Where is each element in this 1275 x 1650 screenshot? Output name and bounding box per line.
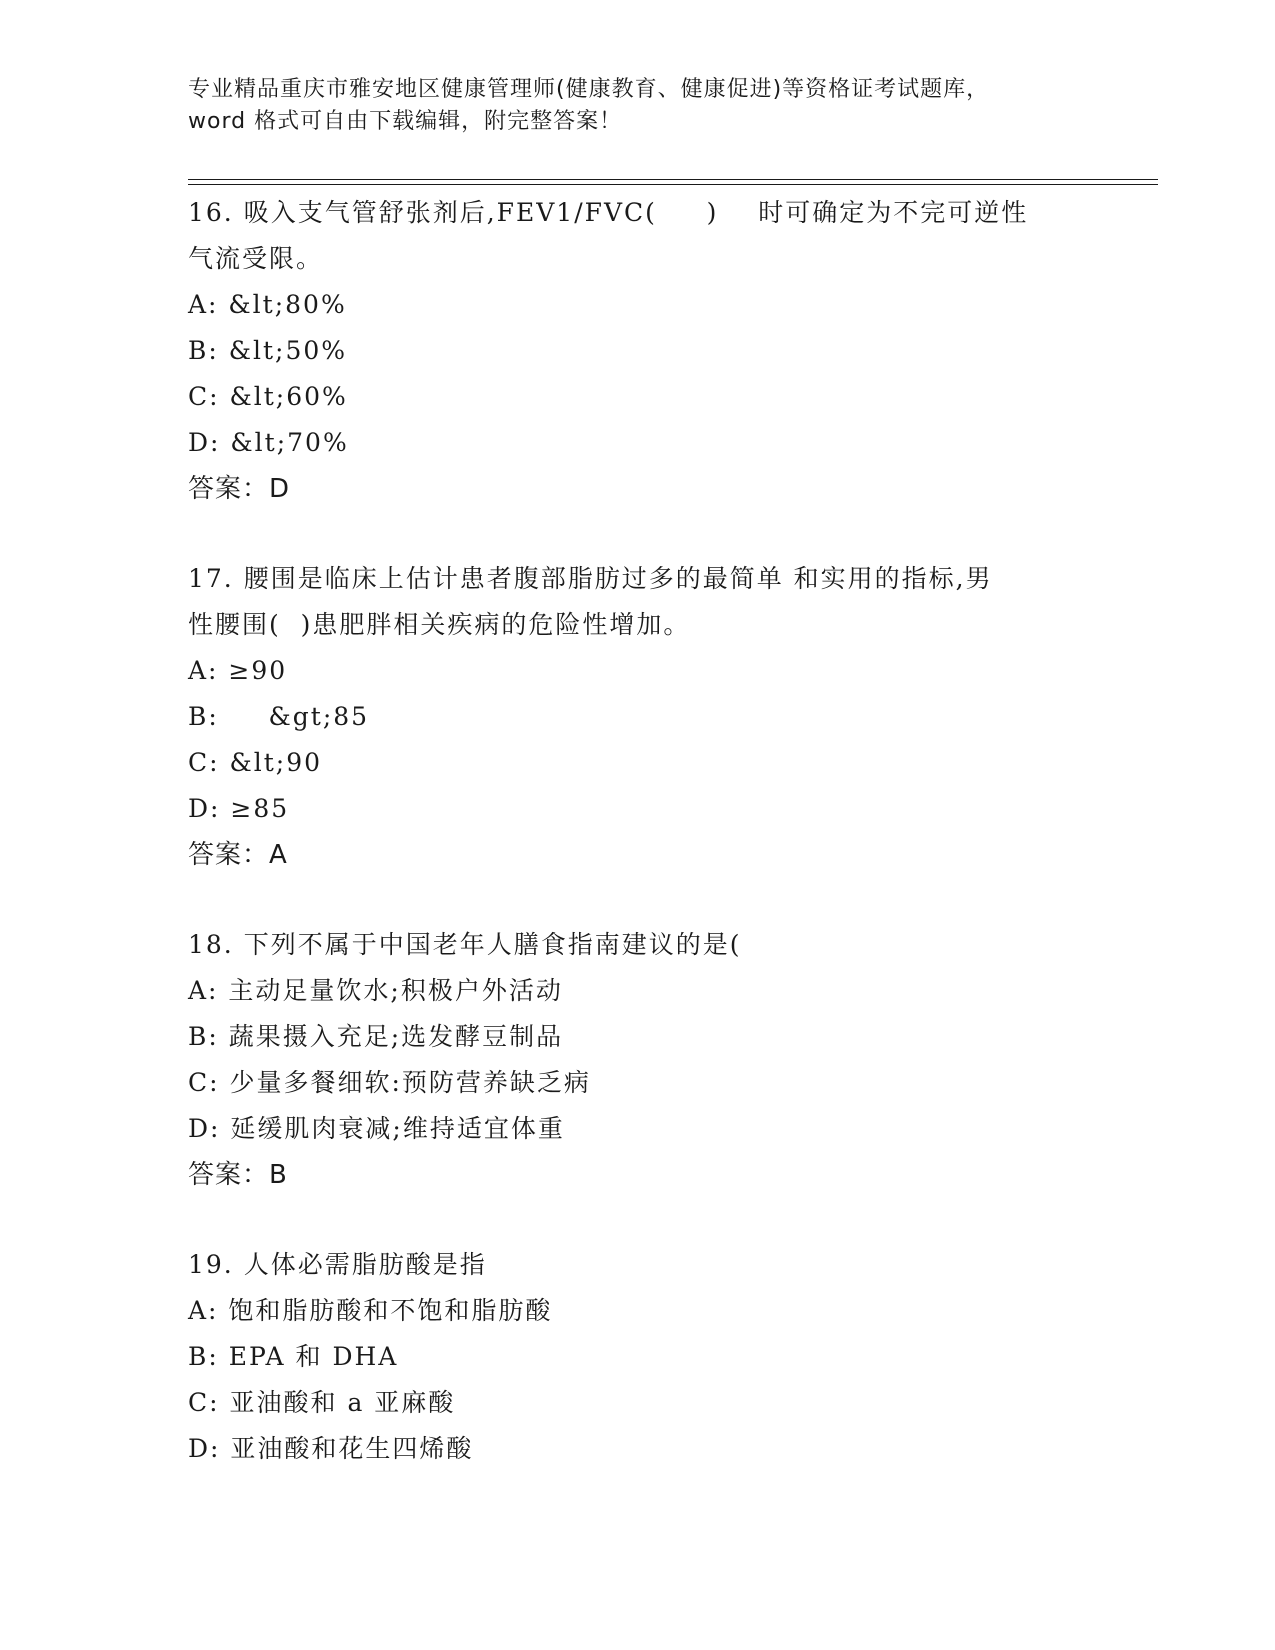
question-text-line: 性腰围( )患肥胖相关疾病的危险性增加。 xyxy=(188,610,691,639)
header-line-1: 专业精品重庆市雅安地区健康管理师(健康教育、健康促进)等资格证考试题库， xyxy=(188,77,990,102)
question-text-line: 16. 吸入支气管舒张剂后,FEV1/FVC( ) 时可确定为不完可逆性 xyxy=(188,198,1029,227)
question-text-line: 18. 下列不属于中国老年人膳食指南建议的是( xyxy=(188,930,742,959)
option-a: A: &lt;80% xyxy=(188,290,347,319)
option-a: A: ≥90 xyxy=(188,656,288,685)
question-16 xyxy=(188,190,1068,512)
question-text-line: 气流受限。 xyxy=(188,244,324,273)
question-text-line: 19. 人体必需脂肪酸是指 xyxy=(188,1250,487,1279)
option-a: A: 主动足量饮水;积极户外活动 xyxy=(188,976,563,1005)
answer: 答案：B xyxy=(188,1160,288,1190)
header-rule-top xyxy=(188,179,1158,180)
option-b: B: EPA 和 DHA xyxy=(188,1342,399,1371)
question-19 xyxy=(188,1242,1068,1472)
option-c: C: &lt;90 xyxy=(188,748,323,777)
option-b: B: 蔬果摄入充足;选发酵豆制品 xyxy=(188,1022,564,1051)
answer: 答案：A xyxy=(188,840,288,870)
document-header xyxy=(188,74,1068,138)
option-c: C: 亚油酸和 a 亚麻酸 xyxy=(188,1388,456,1417)
option-c: C: &lt;60% xyxy=(188,382,348,411)
header-rule-bottom xyxy=(188,184,1158,185)
option-b: B: &gt;85 xyxy=(188,702,370,731)
option-d: D: &lt;70% xyxy=(188,428,349,457)
question-17 xyxy=(188,556,1068,878)
answer: 答案：D xyxy=(188,474,291,504)
question-18 xyxy=(188,922,1068,1198)
question-text-line: 17. 腰围是临床上估计患者腹部脂肪过多的最简单 和实用的指标,男 xyxy=(188,564,993,593)
option-b: B: &lt;50% xyxy=(188,336,348,365)
option-c: C: 少量多餐细软:预防营养缺乏病 xyxy=(188,1068,591,1097)
option-d: D: 延缓肌肉衰减;维持适宜体重 xyxy=(188,1114,565,1143)
header-line-2: word 格式可自由下载编辑，附完整答案！ xyxy=(188,109,623,134)
option-d: D: ≥85 xyxy=(188,794,290,823)
option-d: D: 亚油酸和花生四烯酸 xyxy=(188,1434,474,1463)
option-a: A: 饱和脂肪酸和不饱和脂肪酸 xyxy=(188,1296,553,1325)
